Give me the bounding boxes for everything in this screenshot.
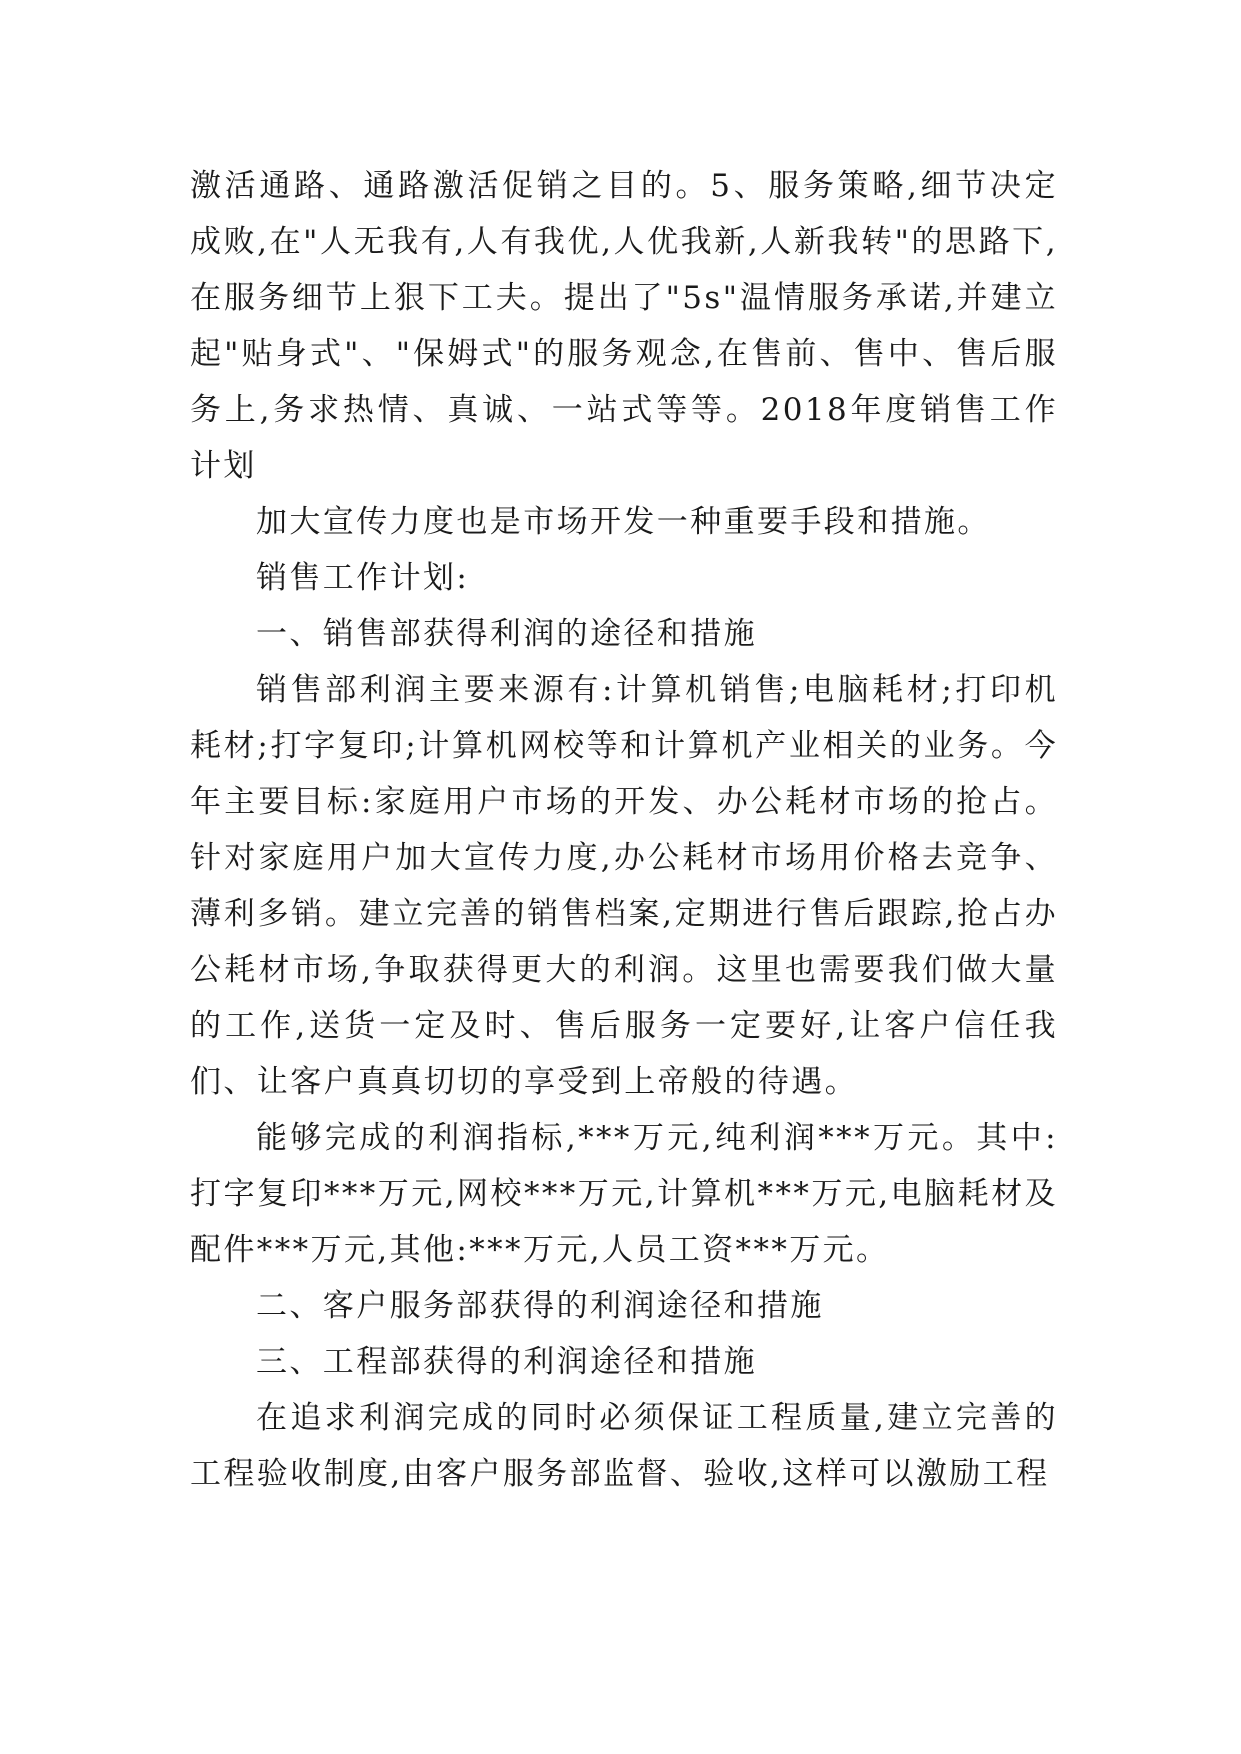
paragraph-sales-profit-sources: 销售部利润主要来源有:计算机销售;电脑耗材;打印机耗材;打字复印;计算机网校等和计算机产业相关的业务。今年主要目标:家庭用户市场的开发、办公耗材市场的抢占。针对家庭用户加大宣传力度,办公耗材市场用价格去竞争、薄利多销。建立完善的销售档案,定期进行售后跟踪,抢占办公耗材市场,争取获得更大的利润。这里也需要我们做大量的工作,送货一定及时、售后服务一定要好,让客户信任我们、让客户真真切切的享受到上帝般的待遇。 xyxy=(190,672,1058,1100)
paragraph-publicity: 加大宣传力度也是市场开发一种重要手段和措施。 xyxy=(256,504,991,540)
heading-section-3: 三、工程部获得的利润途径和措施 xyxy=(256,1344,757,1380)
paragraph-service-strategy: 激活通路、通路激活促销之目的。5、服务策略,细节决定成败,在"人无我有,人有我优,人优我新,人新我转"的思路下,在服务细节上狠下工夫。提出了"5s"温情服务承诺,并建立起"贴身式"、"保姆式"的服务观念,在售前、售中、售后服务上,务求热情、真诚、一站式等等。2018年度销售工作计划 xyxy=(190,168,1058,484)
heading-sales-plan: 销售工作计划: xyxy=(256,560,470,596)
heading-section-1: 一、销售部获得利润的途径和措施 xyxy=(256,616,757,652)
document-body xyxy=(190,158,1058,1502)
paragraph-profit-targets: 能够完成的利润指标,***万元,纯利润***万元。其中:打字复印***万元,网校***万元,计算机***万元,电脑耗材及配件***万元,其他:***万元,人员工资***万元。 xyxy=(190,1120,1058,1268)
heading-section-2: 二、客户服务部获得的利润途径和措施 xyxy=(256,1288,824,1324)
paragraph-engineering-quality: 在追求利润完成的同时必须保证工程质量,建立完善的工程验收制度,由客户服务部监督、验收,这样可以激励工程 xyxy=(190,1400,1058,1492)
